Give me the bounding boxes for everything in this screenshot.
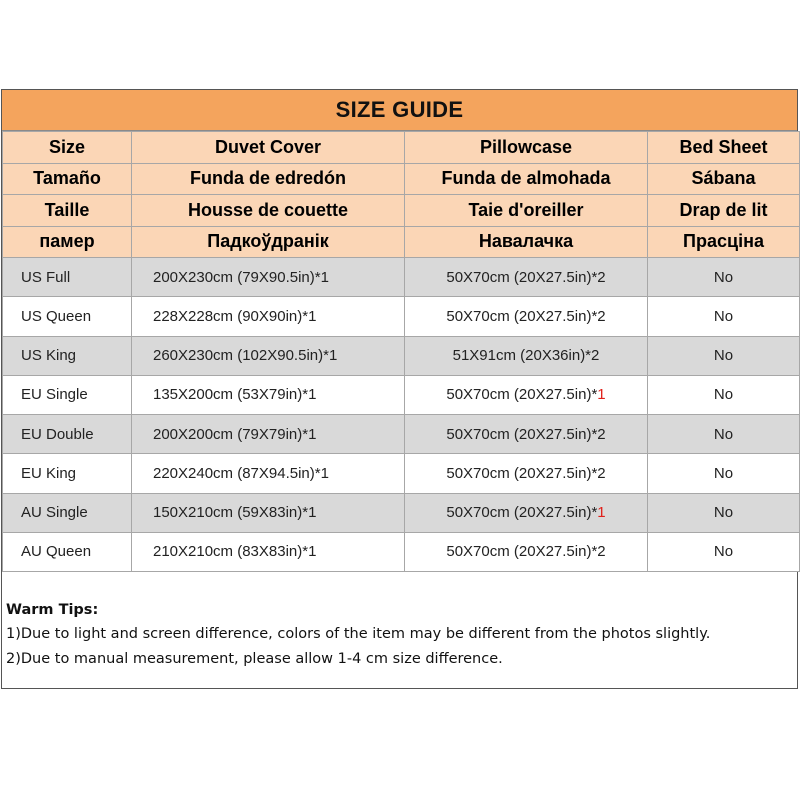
sheet-cell: No — [648, 415, 800, 454]
size-table — [2, 131, 800, 572]
header-duvet-cover: Duvet Cover — [132, 132, 405, 164]
size-cell: US Full — [3, 258, 132, 297]
pillow-quantity: 2 — [597, 425, 606, 443]
header-pillowcase: Навалачка — [405, 226, 648, 258]
sheet-cell: No — [648, 493, 800, 532]
pillow-quantity: 1 — [597, 504, 606, 522]
size-cell: EU King — [3, 454, 132, 493]
header-row-english — [3, 132, 800, 164]
header-bed-sheet: Bed Sheet — [648, 132, 800, 164]
pillow-cell — [405, 493, 648, 532]
size-cell: AU Single — [3, 493, 132, 532]
header-bed-sheet: Sábana — [648, 163, 800, 195]
pillow-cell — [405, 415, 648, 454]
table-row — [3, 532, 800, 571]
table-row — [3, 297, 800, 336]
pillow-size: 51X91cm (20X36in)* — [452, 347, 592, 365]
size-guide-title: SIZE GUIDE — [2, 90, 797, 131]
table-row — [3, 493, 800, 532]
header-pillowcase: Pillowcase — [405, 132, 648, 164]
pillow-size: 50X70cm (20X27.5in)* — [446, 268, 598, 286]
header-duvet-cover: Housse de couette — [132, 195, 405, 227]
pillow-cell — [405, 532, 648, 571]
size-cell: AU Queen — [3, 532, 132, 571]
size-cell: EU Single — [3, 375, 132, 414]
duvet-cell: 200X230cm (79X90.5in)*1 — [132, 258, 405, 297]
pillow-cell — [405, 336, 648, 375]
pillow-size: 50X70cm (20X27.5in)* — [446, 386, 598, 404]
pillow-size: 50X70cm (20X27.5in)* — [446, 307, 598, 325]
duvet-cell: 200X200cm (79X79in)*1 — [132, 415, 405, 454]
pillow-quantity: 2 — [591, 347, 600, 365]
duvet-cell: 220X240cm (87X94.5in)*1 — [132, 454, 405, 493]
pillow-size: 50X70cm (20X27.5in)* — [446, 543, 598, 561]
header-size: Tamaño — [3, 163, 132, 195]
size-cell: EU Double — [3, 415, 132, 454]
pillow-cell — [405, 258, 648, 297]
sheet-cell: No — [648, 532, 800, 571]
header-duvet-cover: Funda de edredón — [132, 163, 405, 195]
pillow-cell — [405, 375, 648, 414]
header-row-spanish — [3, 163, 800, 195]
size-cell: US King — [3, 336, 132, 375]
sheet-cell: No — [648, 297, 800, 336]
pillow-size: 50X70cm (20X27.5in)* — [446, 464, 598, 482]
pillow-quantity: 2 — [597, 464, 606, 482]
header-size: Taille — [3, 195, 132, 227]
header-bed-sheet: Drap de lit — [648, 195, 800, 227]
sheet-cell: No — [648, 375, 800, 414]
header-duvet-cover: Падкоўдранік — [132, 226, 405, 258]
pillow-size: 50X70cm (20X27.5in)* — [446, 425, 598, 443]
table-row — [3, 375, 800, 414]
pillow-quantity: 2 — [597, 268, 606, 286]
header-pillowcase: Taie d'oreiller — [405, 195, 648, 227]
table-row — [3, 336, 800, 375]
sheet-cell: No — [648, 258, 800, 297]
header-row-french — [3, 195, 800, 227]
table-row — [3, 454, 800, 493]
table-row — [3, 415, 800, 454]
warm-tips — [2, 592, 797, 690]
header-size: памер — [3, 226, 132, 258]
pillow-quantity: 1 — [597, 386, 606, 404]
pillow-cell — [405, 297, 648, 336]
duvet-cell: 135X200cm (53X79in)*1 — [132, 375, 405, 414]
pillow-size: 50X70cm (20X27.5in)* — [446, 504, 598, 522]
duvet-cell: 260X230cm (102X90.5in)*1 — [132, 336, 405, 375]
size-guide — [1, 89, 798, 689]
header-size: Size — [3, 132, 132, 164]
header-bed-sheet: Прасціна — [648, 226, 800, 258]
duvet-cell: 210X210cm (83X83in)*1 — [132, 532, 405, 571]
table-row — [3, 258, 800, 297]
sheet-cell: No — [648, 336, 800, 375]
size-cell: US Queen — [3, 297, 132, 336]
sheet-cell: No — [648, 454, 800, 493]
pillow-quantity: 2 — [597, 307, 606, 325]
warm-tips-title: Warm Tips: — [6, 602, 99, 618]
duvet-cell: 228X228cm (90X90in)*1 — [132, 297, 405, 336]
duvet-cell: 150X210cm (59X83in)*1 — [132, 493, 405, 532]
pillow-cell — [405, 454, 648, 493]
warm-tip-item: 1)Due to light and screen difference, colors of the item may be different from the photos slightly. — [6, 626, 711, 642]
pillow-quantity: 2 — [597, 543, 606, 561]
warm-tip-item: 2)Due to manual measurement, please allow 1-4 cm size difference. — [6, 651, 503, 667]
header-pillowcase: Funda de almohada — [405, 163, 648, 195]
header-row-belarusian — [3, 226, 800, 258]
